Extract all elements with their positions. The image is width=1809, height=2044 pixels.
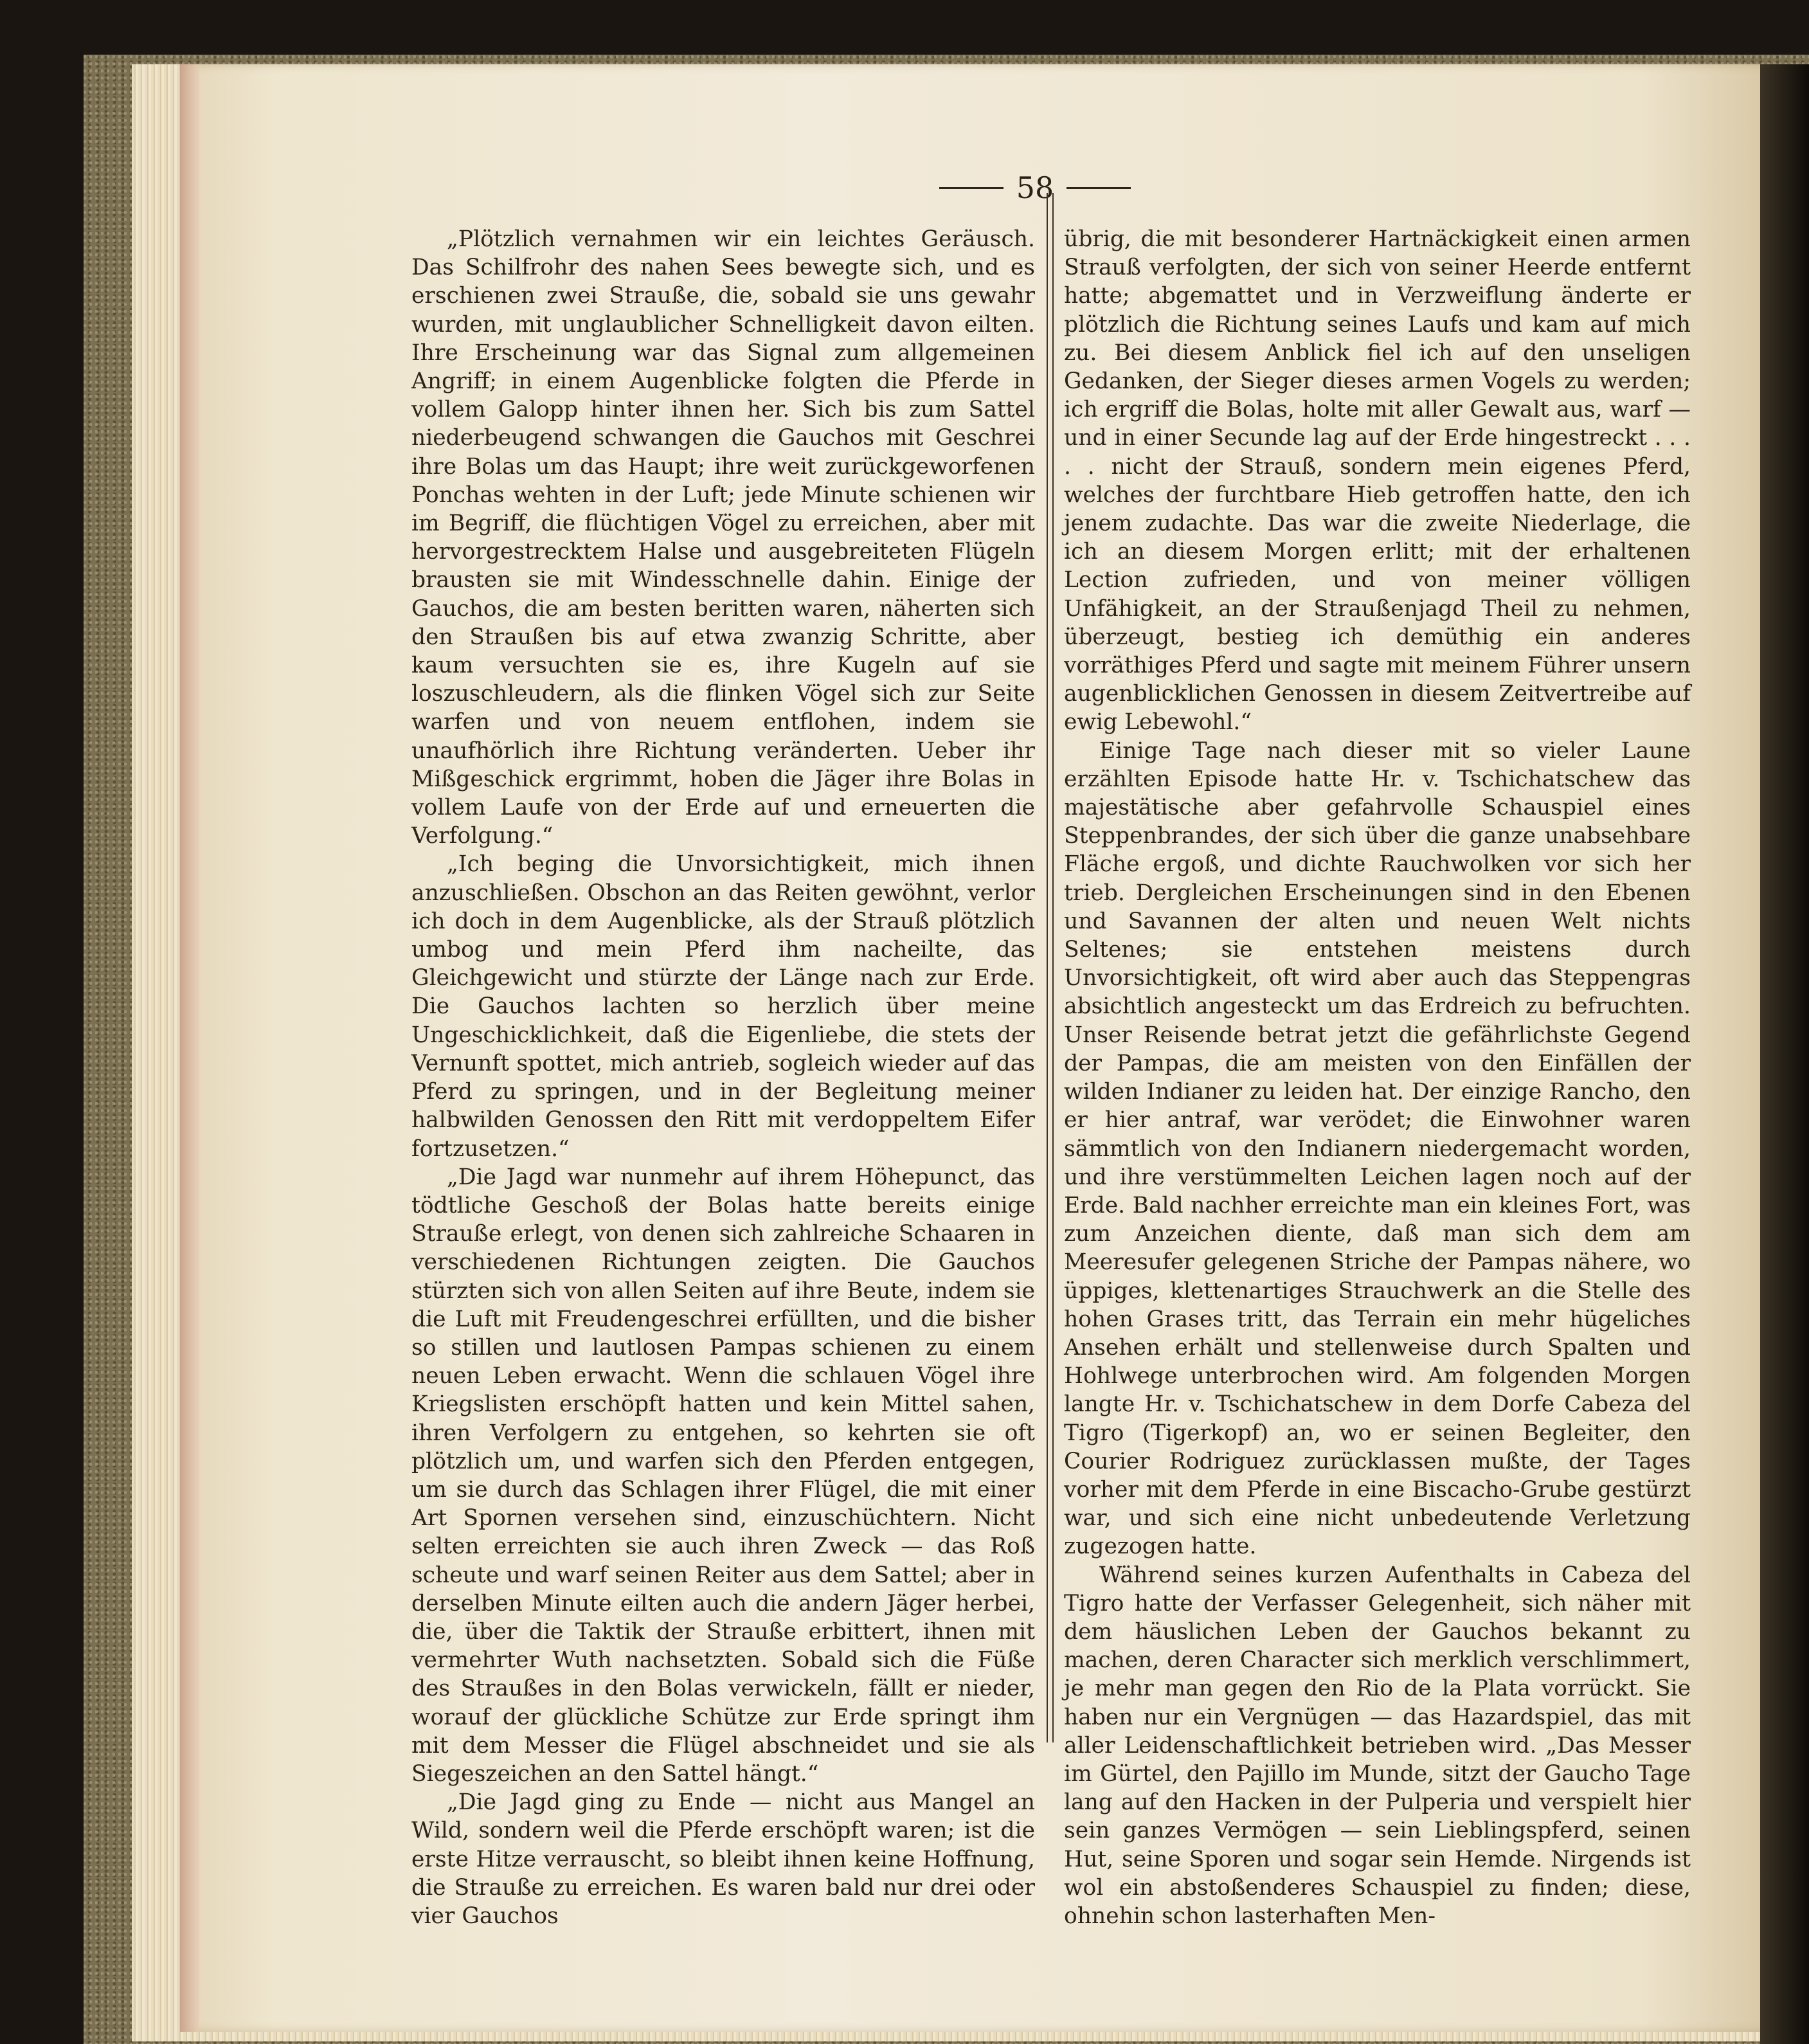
left-column bbox=[411, 225, 1035, 1929]
paragraph: übrig, die mit besonderer Hartnäckigkeit einen armen Strauß verfolgten, der sich von seiner Heerde entfernt hatte; abgemattet und in Verzweiflung änderte er plötzlich die Richtung seines Laufs und kam auf mich zu. Bei diesem Anblick fiel ich auf den unseligen Gedanken, der Sieger dieses armen Vogels zu werden; ich ergriff die Bolas, holte mit aller Gewalt aus, warf — und in einer Secunde lag auf der Erde hingestreckt . . . . . nicht der Strauß, sondern mein eigenes Pferd, welches der furchtbare Hieb getroffen hatte, den ich jenem zudachte. Das war die zweite Niederlage, die ich an diesem Morgen erlitt; mit der erhaltenen Lection zufrieden, und von meiner völligen Unfähigkeit, an der Straußenjagd Theil zu nehmen, überzeugt, bestieg ich demüthig ein anderes vorräthiges Pferd und sagte mit meinem Führer unsern augenblicklichen Genossen in diesem Zeitvertreibe auf ewig Lebewohl.“ bbox=[1064, 226, 1691, 736]
paragraph: Einige Tage nach dieser mit so vieler Laune erzählten Episode hatte Hr. v. Tschichatschew das majestätische aber gefahrvolle Schauspiel eines Steppenbrandes, der sich über die ganze unabsehbare Fläche ergoß, und dichte Rauchwolken vor sich her trieb. Dergleichen Erscheinungen sind in den Ebenen und Savannen der alten und neuen Welt nichts Seltenes; sie entstehen meistens durch Unvorsichtigkeit, oft wird aber auch das Steppengras absichtlich angesteckt um das Erdreich zu befruchten. Unser Reisende betrat jetzt die gefährlichste Gegend der Pampas, die am meisten von den Einfällen der wilden Indianer zu leiden hat. Der einzige Rancho, den er hier antraf, war verödet; die Einwohner waren sämmtlich von den Indianern niedergemacht worden, und ihre verstümmelten Leichen lagen noch auf der Erde. Bald nachher erreichte man ein kleines Fort, was zum Anzeichen diente, daß man sich dem am Meeresufer gelegenen Striche der Pampas nähere, wo üppiges, klettenartiges Strauchwerk an die Stelle des hohen Grases tritt, das Terrain ein mehr hügeliches Ansehen erhält und stellenweise durch Spalten und Hohlwege unterbrochen wird. Am folgenden Morgen langte Hr. v. Tschichatschew in dem Dorfe Cabeza del Tigro (Tigerkopf) an, wo er seinen Begleiter, den Courier Rodriguez zurücklassen mußte, der Tages vorher mit dem Pferde in eine Biscacho-Grube gestürzt war, und sich eine nicht unbedeutende Verletzung zugezogen hatte. bbox=[1064, 737, 1691, 1560]
paragraph: „Die Jagd war nunmehr auf ihrem Höhepunct, das tödtliche Geschoß der Bolas hatte bereits einige Strauße erlegt, von denen sich zahlreiche Schaaren in verschiedenen Richtungen zeigten. Die Gauchos stürzten sich von allen Seiten auf ihre Beute, indem sie die Luft mit Freudengeschrei erfüllten, und die bisher so stillen und lautlosen Pampas schienen zu einem neuen Leben erwacht. Wenn die schlauen Vögel ihre Kriegslisten erschöpft hatten und kein Mittel sahen, ihren Verfolgern zu entgehen, so kehrten sie oft plötzlich um, und warfen sich den Pferden entgegen, um sie durch das Schlagen ihrer Flügel, die mit einer Art Spornen versehen sind, einzuschüchtern. Nicht selten erreichten sie auch ihren Zweck — das Roß scheute und warf seinen Reiter aus dem Sattel; aber in derselben Minute eilten auch die andern Jäger herbei, die, über die Taktik der Strauße erbittert, ihnen mit vermehrter Wuth nachsetzten. Sobald sich die Füße des Straußes in den Bolas verwickeln, fällt er nieder, worauf der glückliche Schütze zur Erde springt ihm mit dem Messer die Flügel abschneidet und sie als Siegeszeichen an den Sattel hängt.“ bbox=[411, 1164, 1035, 1787]
page-number: 58 bbox=[1016, 170, 1054, 205]
paragraph: „Die Jagd ging zu Ende — nicht aus Mangel an Wild, sondern weil die Pferde erschöpft waren; ist die erste Hitze verrauscht, so bleibt ihnen keine Hoffnung, die Strauße zu erreichen. Es waren bald nur drei oder vier Gauchos bbox=[411, 1789, 1035, 1929]
paragraph: „Plötzlich vernahmen wir ein leichtes Geräusch. Das Schilfrohr des nahen Sees bewegte sich, und es erschienen zwei Strauße, die, sobald sie uns gewahr wurden, mit unglaublicher Schnelligkeit davon eilten. Ihre Erscheinung war das Signal zum allgemeinen Angriff; in einem Augenblicke folgten die Pferde in vollem Galopp hinter ihnen her. Sich bis zum Sattel niederbeugend schwangen die Gauchos mit Geschrei ihre Bolas um das Haupt; ihre weit zurückgeworfenen Ponchas wehten in der Luft; jede Minute schienen wir im Begriff, die flüchtigen Vögel zu erreichen, aber mit hervorgestrecktem Halse und ausgebreiteten Flügeln brausten sie mit Windesschnelle dahin. Einige der Gauchos, die am besten beritten waren, näherten sich den Straußen bis auf etwa zwanzig Schritte, aber kaum versuchten sie es, ihre Kugeln auf sie loszuschleudern, als die flinken Vögel sich zur Seite warfen und von neuem entflohen, indem sie unaufhörlich ihre Richtung veränderten. Ueber ihr Mißgeschick ergrimmt, hoben die Jäger ihre Bolas in vollem Laufe von der Erde auf und erneuerten die Verfolgung.“ bbox=[411, 226, 1035, 849]
header-rule-right bbox=[1066, 187, 1131, 189]
right-gutter bbox=[1760, 64, 1809, 2044]
page-header bbox=[926, 168, 1144, 207]
page-edge bbox=[180, 64, 199, 2032]
paragraph: Während seines kurzen Aufenthalts in Cabeza del Tigro hatte der Verfasser Gelegenheit, sich näher mit dem häuslichen Leben der Gauchos bekannt zu machen, deren Character sich merklich verschlimmert, je mehr man gegen den Rio de la Plata vorrückt. Sie haben nur ein Vergnügen — das Hazardspiel, das mit aller Leidenschaftlichkeit betrieben wird. „Das Messer im Gürtel, den Pajillo im Munde, sitzt der Gaucho Tage lang auf den Hacken in der Pulperia und verspielt hier sein ganzes Vermögen — sein Lieblingspferd, seinen Hut, seine Sporen und sogar sein Hemde. Nirgends ist wol ein abstoßenderes Schauspiel zu finden; diese, ohnehin schon lasterhaften Men- bbox=[1064, 1562, 1691, 1929]
column-divider bbox=[1047, 193, 1054, 1742]
right-column bbox=[1064, 225, 1691, 1929]
header-rule-left bbox=[939, 187, 1004, 189]
paragraph: „Ich beging die Unvorsichtigkeit, mich ihnen anzuschließen. Obschon an das Reiten gewöhnt, verlor ich doch in dem Augenblicke, als der Strauß plötzlich umbog und mein Pferd ihm nacheilte, das Gleichgewicht und stürzte der Länge nach zur Erde. Die Gauchos lachten so herzlich über meine Ungeschicklichkeit, daß die Eigenliebe, die stets der Vernunft spottet, mich antrieb, sogleich wieder auf das Pferd zu springen, und in der Begleitung meiner halbwilden Genossen den Ritt mit verdoppeltem Eifer fortzusetzen.“ bbox=[411, 851, 1035, 1162]
